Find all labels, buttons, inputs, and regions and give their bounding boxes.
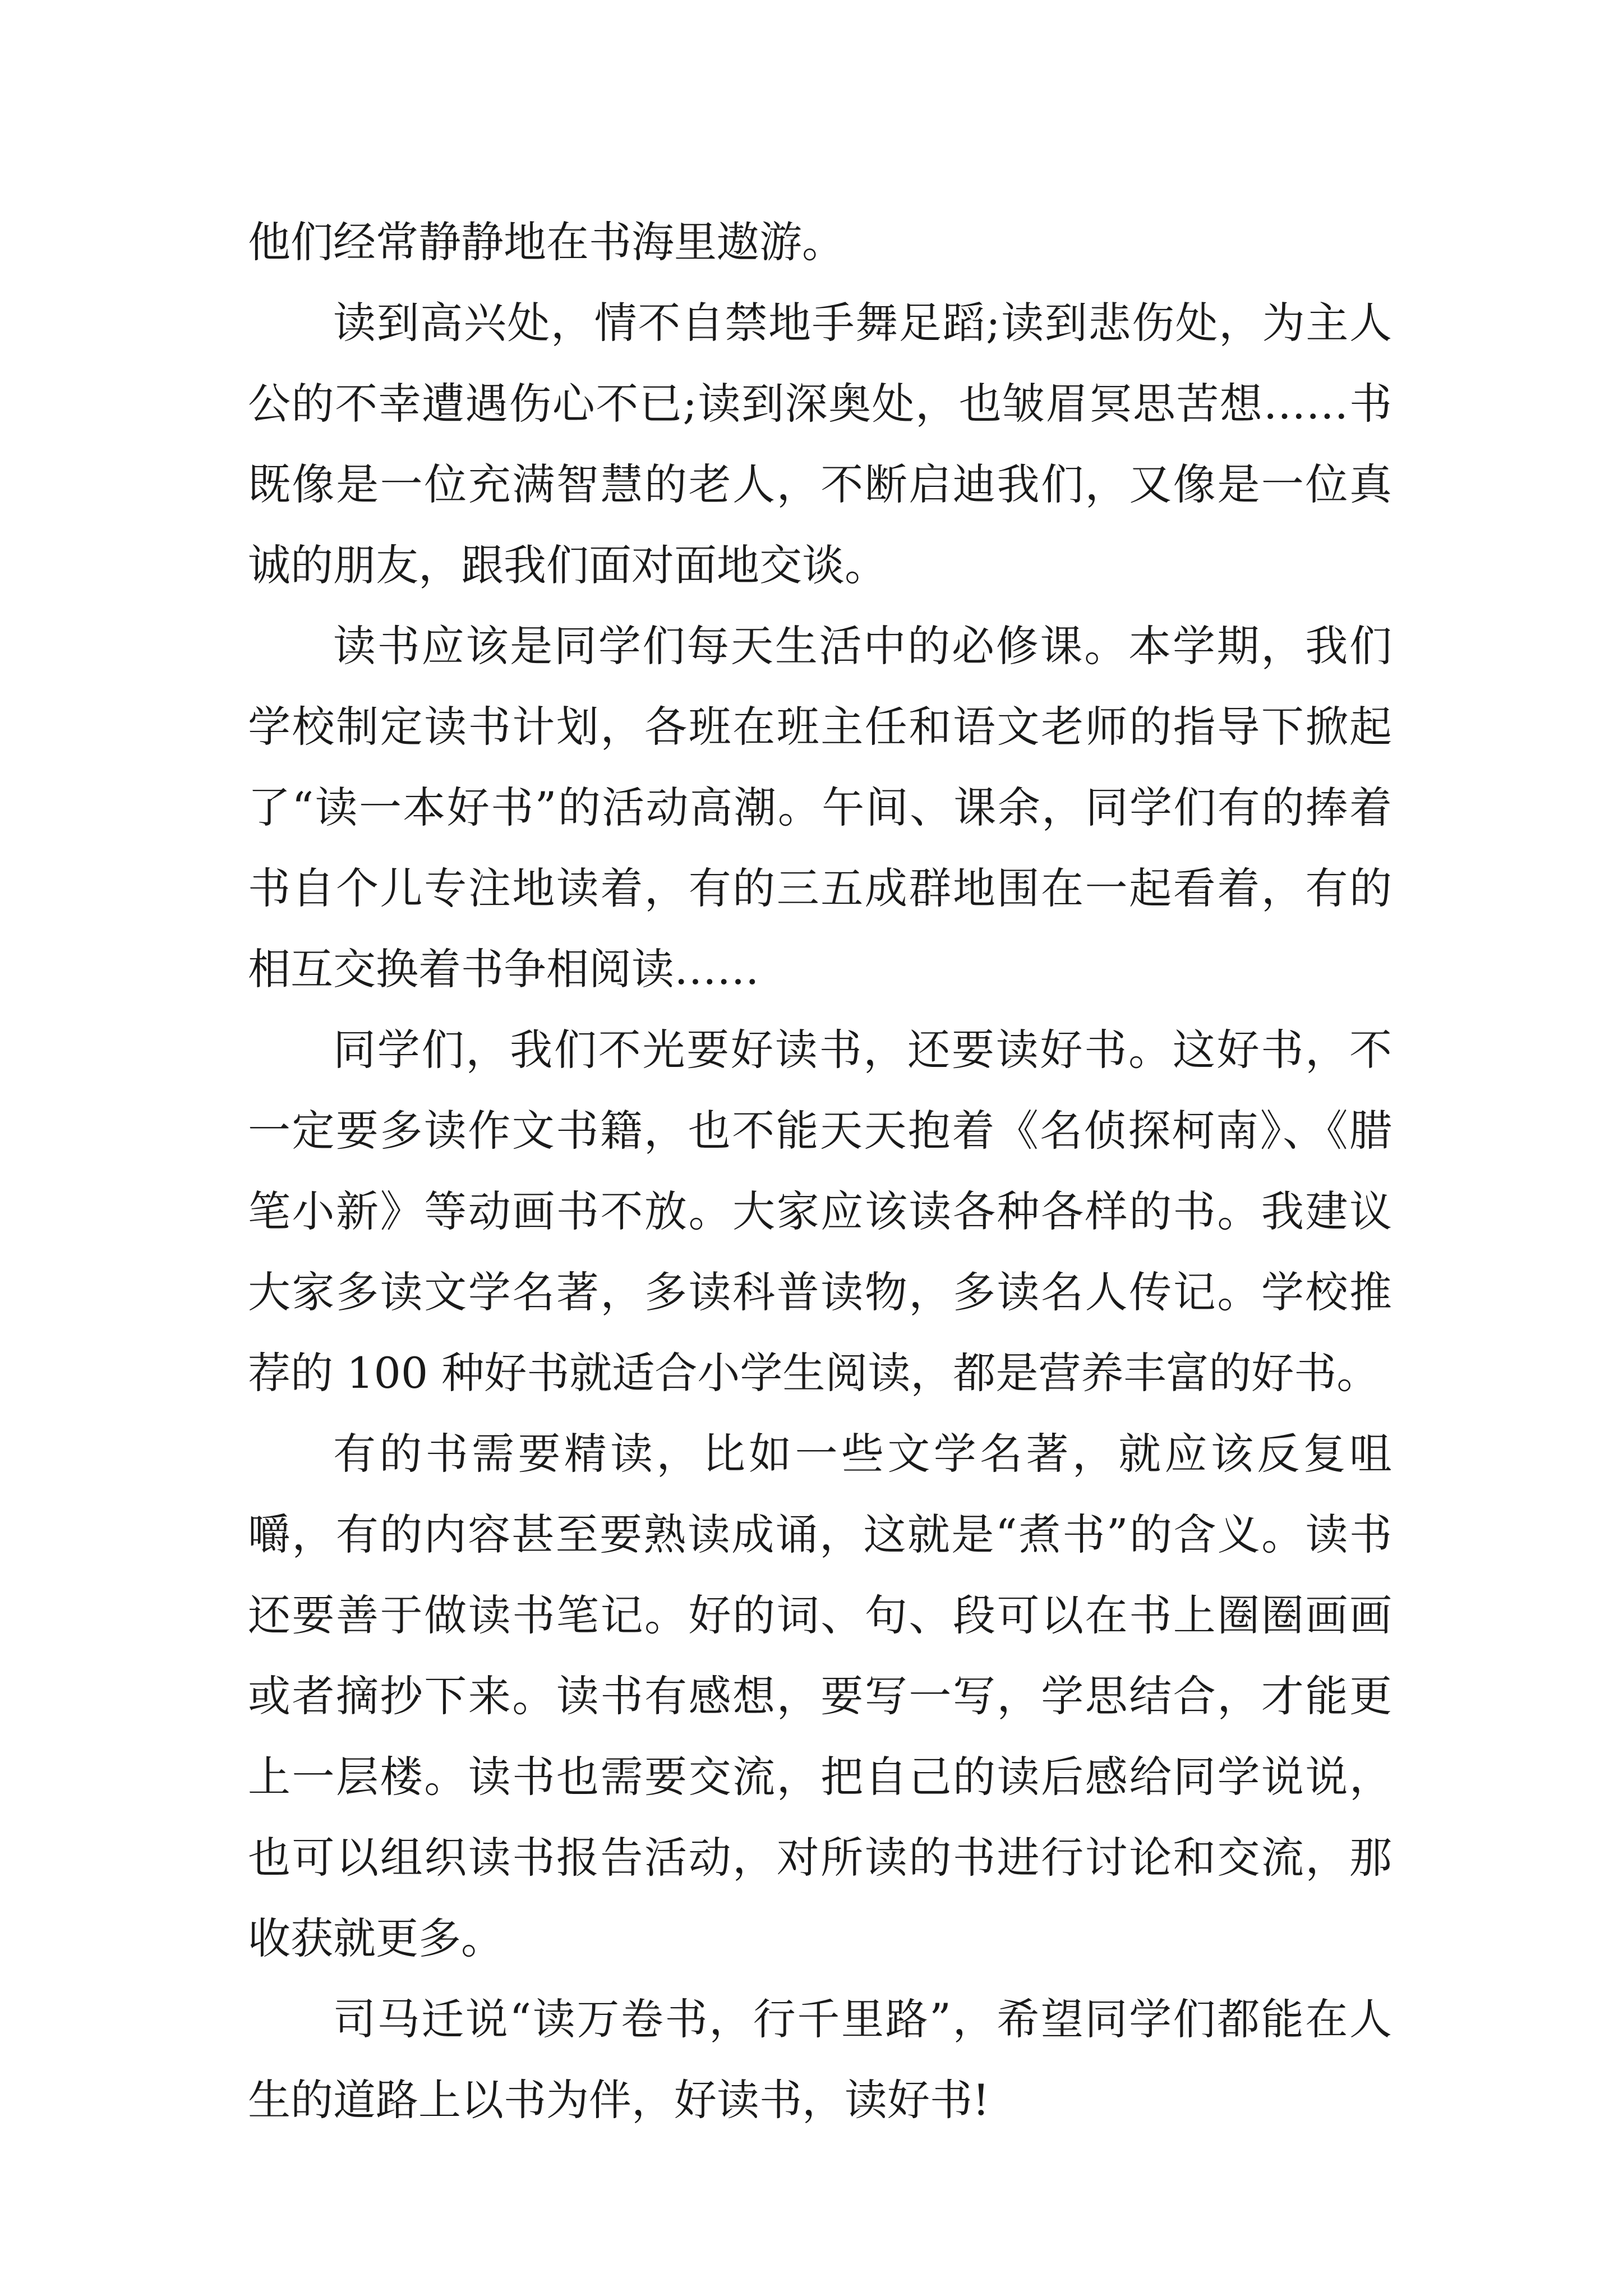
paragraph-continued: 他们经常静静地在书海里遨游。 [248, 217, 845, 267]
document-body [248, 202, 1392, 2141]
paragraph-reading-methods: 有的书需要精读，比如一些文学名著，就应该反复咀嚼，有的内容甚至要熟读成诵，这就是“煮书”的含义。读书还要善于做读书笔记。好的词、句、段可以在书上圈圈画画或者摘抄下来。读书有感想，要写一写，学思结合，才能更上一层楼。读书也需要交流，把自己的读后感给同学说说，也可以组织读书报告活动，对所读的书进行讨论和交流，那收获就更多。 [248, 1429, 1392, 1963]
paragraph-closing: 司马迁说“读万卷书，行千里路”，希望同学们都能在人生的道路上以书为伴，好读书，读好书! [248, 1994, 1392, 2125]
paragraph-reading-feelings: 读到高兴处，情不自禁地手舞足蹈;读到悲伤处，为主人公的不幸遭遇伤心不已;读到深奥处，也皱眉冥思苦想……书既像是一位充满智慧的老人，不断启迪我们，又像是一位真诚的朋友，跟我们面对面地交谈。 [248, 298, 1392, 590]
paragraph-read-good-books: 同学们，我们不光要好读书，还要读好书。这好书，不一定要多读作文书籍，也不能天天抱着《名侦探柯南》、《腊笔小新》等动画书不放。大家应该读各种各样的书。我建议大家多读文学名著，多读科普读物，多读名人传记。学校推荐的 100 种好书就适合小学生阅读，都是营养丰富的好书。 [248, 1025, 1392, 1398]
paragraph-school-reading-plan: 读书应该是同学们每天生活中的必修课。本学期，我们学校制定读书计划，各班在班主任和语文老师的指导下掀起了“读一本好书”的活动高潮。午间、课余，同学们有的捧着书自个儿专注地读着，有的三五成群地围在一起看着，有的相互交换着书争相阅读…… [248, 621, 1392, 994]
